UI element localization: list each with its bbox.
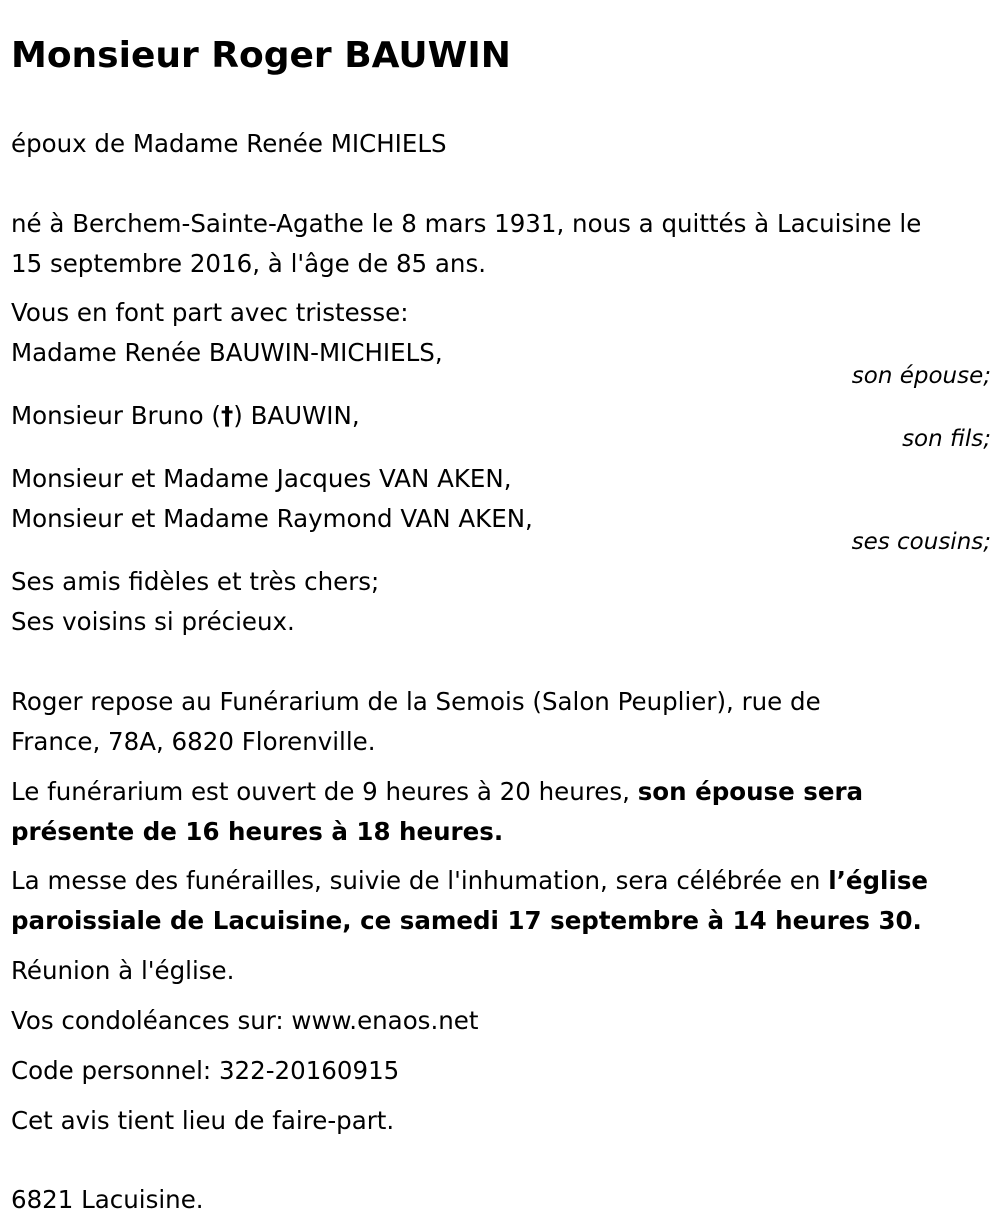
- meeting-line: Réunion à l'église.: [11, 956, 235, 985]
- mass-bold-text-2: paroissiale de Lacuisine, ce samedi 17 septembre à 14 heures 30.: [11, 906, 922, 935]
- neighbors-line: Ses voisins si précieux.: [11, 607, 295, 636]
- hours-paragraph: [11, 772, 991, 852]
- mass-line-1: [11, 861, 991, 901]
- mass-normal-text: La messe des funérailles, suivie de l'inhumation, sera célébrée en: [11, 866, 829, 895]
- rest-line-1: Roger repose au Funérarium de la Semois (Salon Peuplier), rue de: [11, 687, 821, 716]
- announcement-intro: Vous en font part avec tristesse:: [11, 298, 409, 327]
- rest-location-paragraph: [11, 682, 991, 762]
- rest-line-2: France, 78A, 6820 Florenville.: [11, 727, 376, 756]
- birth-line-1: né à Berchem-Sainte-Agathe le 8 mars 1931, nous a quittés à Lacuisine le: [11, 209, 922, 238]
- son-prefix: Monsieur Bruno (: [11, 401, 221, 430]
- birth-death-paragraph: [11, 204, 991, 284]
- hours-bold-text-1: son épouse sera: [637, 777, 864, 806]
- cousin-1: Monsieur et Madame Jacques VAN AKEN,: [11, 464, 512, 493]
- hours-normal-text: Le funérarium est ouvert de 9 heures à 20 heures,: [11, 777, 638, 806]
- mass-paragraph: [11, 861, 991, 941]
- condolences-line: Vos condoléances sur: www.enaos.net: [11, 1006, 479, 1035]
- wife-role: son épouse;: [851, 363, 991, 389]
- notice-line: Cet avis tient lieu de faire-part.: [11, 1106, 395, 1135]
- friends-line: Ses amis fidèles et très chers;: [11, 567, 380, 596]
- hours-line-1: [11, 772, 991, 812]
- cousin-2: Monsieur et Madame Raymond VAN AKEN,: [11, 504, 533, 533]
- cousins-role: ses cousins;: [851, 529, 991, 555]
- mass-bold-text-1: l’église: [828, 866, 929, 895]
- deceased-name-title: Monsieur Roger BAUWIN: [11, 35, 511, 76]
- spouse-line: époux de Madame Renée MICHIELS: [11, 129, 447, 158]
- hours-bold-text-2: présente de 16 heures à 18 heures.: [11, 817, 504, 846]
- address-line: 6821 Lacuisine.: [11, 1185, 204, 1214]
- son-suffix: ) BAUWIN,: [233, 401, 360, 430]
- son-role: son fils;: [902, 426, 991, 452]
- wife-name: Madame Renée BAUWIN-MICHIELS,: [11, 338, 443, 367]
- personal-code-line: Code personnel: 322-20160915: [11, 1056, 400, 1085]
- birth-line-2: 15 septembre 2016, à l'âge de 85 ans.: [11, 249, 487, 278]
- cross-icon: †: [220, 401, 234, 430]
